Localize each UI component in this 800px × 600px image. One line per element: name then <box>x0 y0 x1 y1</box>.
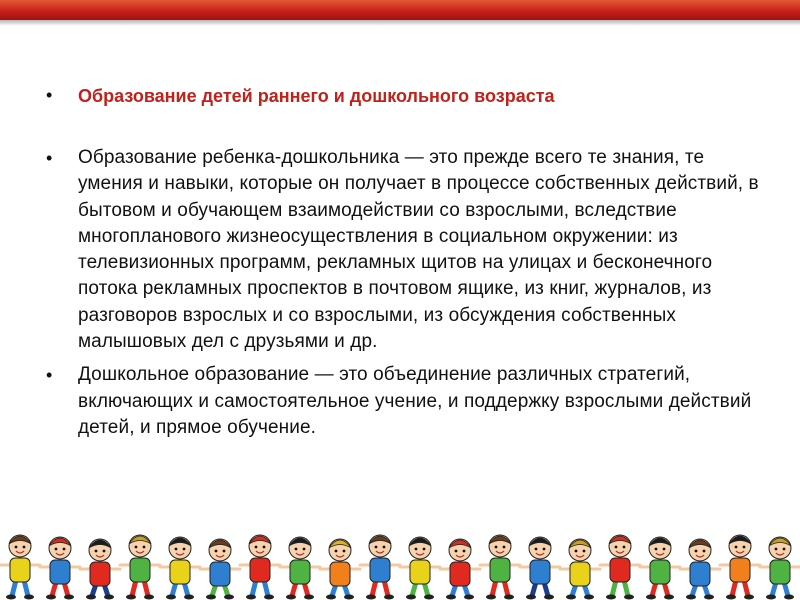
kid-figure <box>40 537 80 600</box>
top-bar-shadow <box>0 20 800 26</box>
paragraph-2: Дошкольное образование — это объединение различных стратегий, включающих и самостоятельное учение, и поддержку взрослыми действий детей, и прямое обучение. <box>78 364 752 438</box>
kid-figure <box>360 535 400 600</box>
kid-figure <box>480 535 520 600</box>
kid-figure <box>320 539 360 600</box>
kid-figure <box>160 537 200 600</box>
bullet-dot: • <box>46 85 53 105</box>
kid-figure <box>640 537 680 600</box>
bullet-title <box>46 82 766 110</box>
kids-border-illustration <box>0 520 800 600</box>
kid-figure <box>240 535 280 600</box>
kid-figure <box>680 539 720 600</box>
kid-figure <box>400 537 440 600</box>
kid-figure <box>440 539 480 600</box>
bullet-paragraph-1 <box>46 145 766 355</box>
slide-content <box>46 82 766 448</box>
bullet-paragraph-2 <box>46 362 766 441</box>
kid-figure <box>720 535 760 600</box>
bullet-dot: • <box>46 148 53 168</box>
kid-figure <box>120 535 160 600</box>
kid-figure <box>280 537 320 600</box>
kid-figure <box>0 535 40 600</box>
kid-figure <box>600 535 640 600</box>
bullet-dot: • <box>46 365 53 386</box>
kid-figure <box>560 539 600 600</box>
kid-figure <box>200 539 240 600</box>
paragraph-1: Образование ребенка-дошкольника — это прежде всего те знания, те умения и навыки, которые он получает в процессе собственных действий, в бытовом и обучающем взаимодействии со взрослыми, вследствие многопланового жизнеосуществления в социальном окружении: из телевизионных программ, рекламных щитов на улицах и бесконечного потока рекламных проспектов в почтовом ящике, из книг, журналов, из разговоров взрослых и со взрослыми, из обсуждения собственных малышовых дел с друзьями и др. <box>78 147 759 353</box>
slide-title: Образование детей раннего и дошкольного возраста <box>78 86 555 106</box>
top-red-bar <box>0 0 800 20</box>
kid-figure <box>520 537 560 600</box>
kid-figure <box>760 537 800 600</box>
kid-figure <box>80 539 120 600</box>
